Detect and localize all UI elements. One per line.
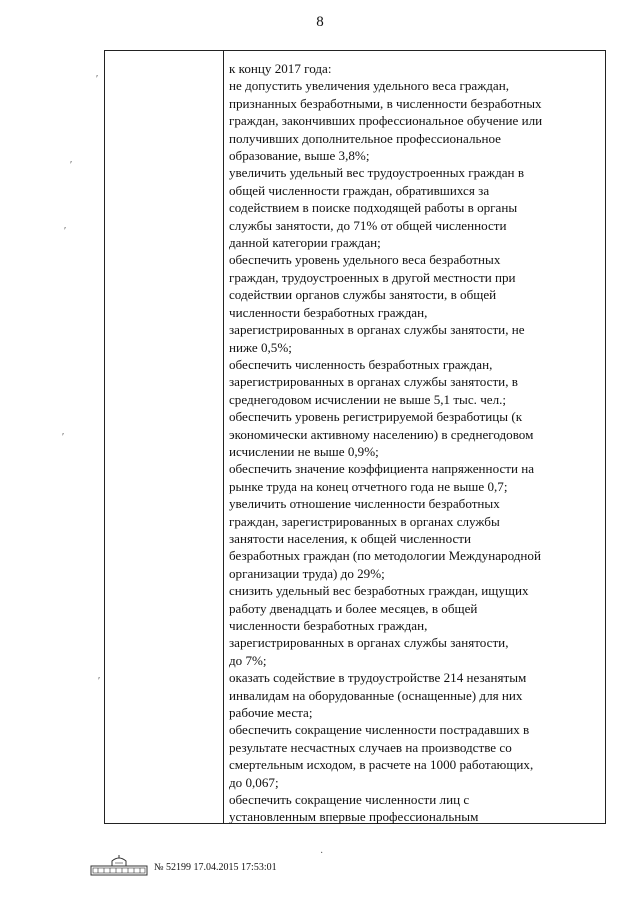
margin-tick-mark: ·	[320, 848, 324, 859]
content-line: обеспечить сокращение численности лиц с	[229, 792, 470, 808]
margin-tick-mark: ′	[98, 676, 101, 687]
content-line: численности безработных граждан,	[229, 618, 428, 633]
margin-tick-mark: ′	[64, 226, 67, 237]
content-line: данной категории граждан;	[229, 235, 381, 251]
content-line: получивших дополнительное профессиональное	[229, 130, 501, 146]
content-line: общей численности граждан, обратившихся за	[229, 182, 490, 198]
page-number: 8	[316, 14, 324, 30]
content-line: увеличить удельный вес трудоустроенных граждан в	[229, 165, 525, 181]
content-line: граждан, закончивших профессиональное обучение или	[229, 113, 543, 129]
left-empty-cell	[105, 51, 223, 823]
content-line: безработных граждан (по методологии Международной	[229, 548, 541, 564]
content-line: смертельным исходом, в расчете на 1000 работающих,	[229, 757, 534, 773]
content-line: ниже 0,5%;	[229, 339, 292, 355]
content-line: признанных безработными, в численности безработных	[229, 95, 542, 111]
content-line: численности безработных граждан,	[229, 304, 428, 320]
content-line: занятости населения, к общей численности	[229, 530, 471, 546]
content-table	[104, 50, 606, 824]
content-line: службы занятости, до 71% от общей численности	[229, 217, 507, 233]
content-line: обеспечить уровень регистрируемой безработицы (к	[229, 409, 523, 425]
content-line: граждан, трудоустроенных в другой местности при	[229, 269, 516, 285]
column-divider	[223, 51, 224, 823]
content-line: увеличить отношение численности безработных	[229, 496, 500, 512]
stamp-logo	[90, 854, 148, 876]
content-line: до 0,067;	[229, 774, 279, 790]
content-line: обеспечить численность безработных граждан,	[229, 356, 493, 372]
content-line: до 7%;	[229, 652, 267, 668]
content-line: обеспечить значение коэффициента напряженности на	[229, 461, 535, 477]
content-line: рынке труда на конец отчетного года не выше 0,7;	[229, 478, 508, 494]
content-cell	[229, 60, 601, 826]
content-line: рабочие места;	[229, 705, 313, 721]
content-line: граждан, зарегистрированных в органах службы	[229, 513, 500, 529]
content-line: снизить удельный вес безработных граждан, ищущих	[229, 583, 529, 599]
margin-tick-mark: ′	[62, 432, 65, 443]
content-line: к концу 2017 года:	[229, 61, 332, 76]
content-line: содействием в поиске подходящей работы в органы	[229, 200, 518, 216]
content-line: не допустить увеличения удельного веса граждан,	[229, 78, 510, 94]
content-line: экономически активному населению) в среднегодовом	[229, 426, 534, 442]
content-line: оказать содействие в трудоустройстве 214 незанятым	[229, 670, 527, 686]
content-line: среднегодовом исчислении не выше 5,1 тыс. чел.;	[229, 391, 507, 407]
content-line: зарегистрированных в органах службы занятости, в	[229, 374, 518, 390]
document-registration-info: № 52199 17.04.2015 17:53:01	[154, 862, 277, 873]
content-line: обеспечить уровень удельного веса безработных	[229, 252, 501, 268]
content-line: зарегистрированных в органах службы занятости, не	[229, 322, 525, 338]
content-line: зарегистрированных в органах службы занятости,	[229, 635, 509, 651]
margin-tick-mark: ′	[70, 160, 73, 171]
content-line: исчислении не выше 0,9%;	[229, 443, 379, 459]
margin-tick-mark: ′	[96, 74, 99, 85]
footer	[90, 852, 390, 880]
content-line: результате несчастных случаев на производстве со	[229, 739, 512, 755]
content-line: содействии органов службы занятости, в общей	[229, 287, 497, 303]
content-line: инвалидам на оборудованные (оснащенные) для них	[229, 687, 523, 703]
content-line: обеспечить сокращение численности пострадавших в	[229, 722, 530, 738]
content-line: работу двенадцать и более месяцев, в общей	[229, 600, 478, 616]
content-line: установленным впервые профессиональным	[229, 809, 479, 825]
content-line: образование, выше 3,8%;	[229, 148, 370, 164]
content-line: организации труда) до 29%;	[229, 565, 385, 581]
